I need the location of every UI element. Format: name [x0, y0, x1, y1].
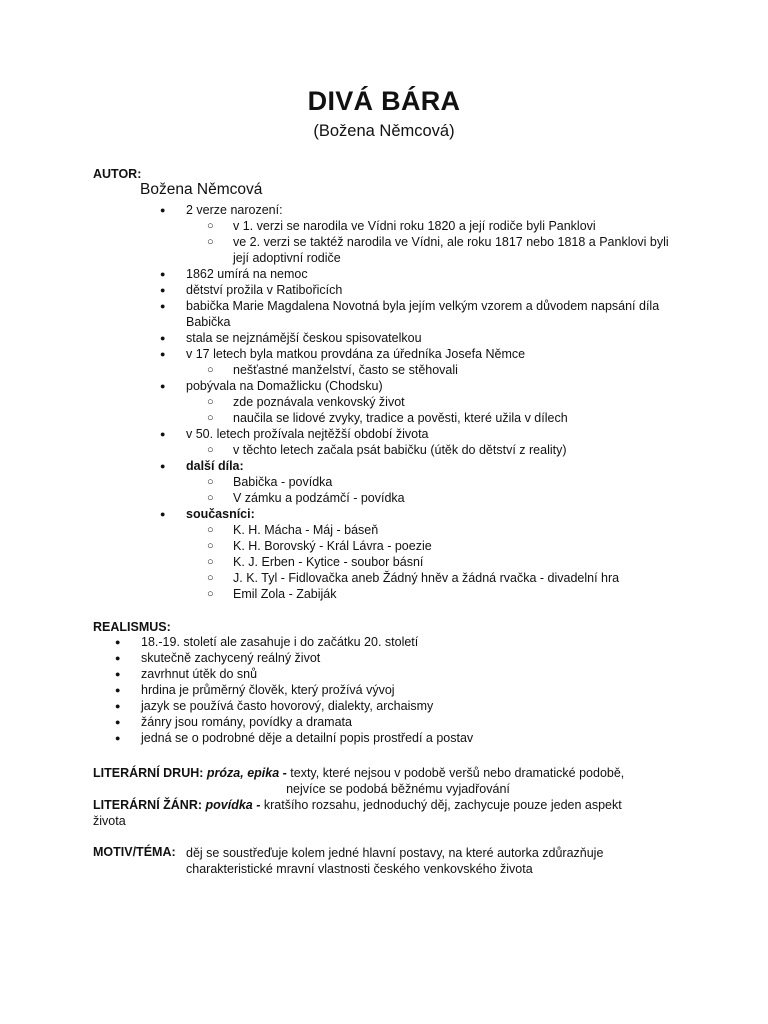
literary-type [93, 765, 663, 797]
list-item: ○ K. J. Erben - Kytice - soubor básní [140, 554, 700, 570]
list-item: ○ naučila se lidové zvyky, tradice a pověsti, které užila v dílech [140, 410, 700, 426]
literary-type-label: LITERÁRNÍ DRUH: [93, 766, 204, 780]
document-title: DIVÁ BÁRA [307, 86, 461, 116]
list-item: ● v 17 letech byla matkou provdána za úředníka Josefa Němce [140, 346, 700, 362]
list-item: ○ V zámku a podzámčí - povídka [140, 490, 700, 506]
list-item: ● zavrhnut útěk do snů [93, 666, 653, 682]
list-item: ● další díla: [140, 458, 700, 474]
document-subtitle: (Božena Němcová) [313, 122, 455, 140]
literary-type-text-cont: nejvíce se podobá běžnému vyjadřování [286, 782, 510, 796]
realism-heading: REALISMUS: [93, 620, 171, 634]
list-item: ○ J. K. Tyl - Fidlovačka aneb Žádný hněv a žádná rvačka - divadelní hra [140, 570, 700, 586]
list-item: ○ K. H. Borovský - Král Lávra - poezie [140, 538, 700, 554]
list-item: ○ nešťastné manželství, často se stěhovali [140, 362, 700, 378]
list-item: ○ ve 2. verzi se taktéž narodila ve Vídni, ale roku 1817 nebo 1818 a Panklovi byli její adoptivní rodiče [140, 234, 678, 266]
list-item: ○ v 1. verzi se narodila ve Vídni roku 1820 a její rodiče byli Panklovi [140, 218, 700, 234]
list-item: ● stala se nejznámější českou spisovatelkou [140, 330, 700, 346]
list-item: ● současníci: [140, 506, 700, 522]
author-heading: AUTOR: [93, 167, 142, 181]
author-name: Božena Němcová [140, 181, 263, 198]
list-item: ○ zde poznávala venkovský život [140, 394, 700, 410]
list-item: ● žánry jsou romány, povídky a dramata [93, 714, 653, 730]
list-item: ○ v těchto letech začala psát babičku (útěk do dětství z reality) [140, 442, 700, 458]
author-list [140, 202, 700, 602]
literary-genre-label: LITERÁRNÍ ŽÁNR: [93, 798, 203, 812]
list-item: ● v 50. letech prožívala nejtěžší období života [140, 426, 700, 442]
list-item: ● skutečně zachycený reálný život [93, 650, 653, 666]
list-item: ○ Babička - povídka [140, 474, 700, 490]
realism-list [93, 634, 653, 746]
motif-label: MOTIV/TÉMA: [93, 845, 176, 859]
list-item: ● jazyk se používá často hovorový, dialekty, archaismy [93, 698, 653, 714]
list-item: ● babička Marie Magdalena Novotná byla jejím velkým vzorem a důvodem napsání díla Babička [140, 298, 686, 330]
literary-type-term: próza, epika - [206, 766, 287, 780]
list-item: ● 2 verze narození: [140, 202, 700, 218]
motif-text: děj se soustřeďuje kolem jedné hlavní postavy, na které autorka zdůrazňuje charakteristické mravní vlastnosti českého venkovského života [186, 846, 604, 876]
list-item: ● dětství prožila v Ratibořicích [140, 282, 700, 298]
literary-genre-text: kratšího rozsahu, jednoduchý děj, zachycuje pouze jeden aspekt života [93, 798, 622, 828]
list-item: ○ K. H. Mácha - Máj - báseň [140, 522, 700, 538]
list-item: ● 1862 umírá na nemoc [140, 266, 700, 282]
list-item: ● 18.-19. století ale zasahuje i do začátku 20. století [93, 634, 653, 650]
literary-genre [93, 797, 653, 829]
list-item: ● hrdina je průměrný člověk, který prožívá vývoj [93, 682, 653, 698]
list-item: ○ Emil Zola - Zabiják [140, 586, 700, 602]
literary-genre-term: povídka - [205, 798, 261, 812]
list-item: ● jedná se o podrobné děje a detailní popis prostředí a postav [93, 730, 653, 746]
literary-type-text: texty, které nejsou v podobě veršů nebo dramatické podobě, [290, 766, 625, 780]
list-item: ● pobývala na Domažlicku (Chodsku) [140, 378, 700, 394]
